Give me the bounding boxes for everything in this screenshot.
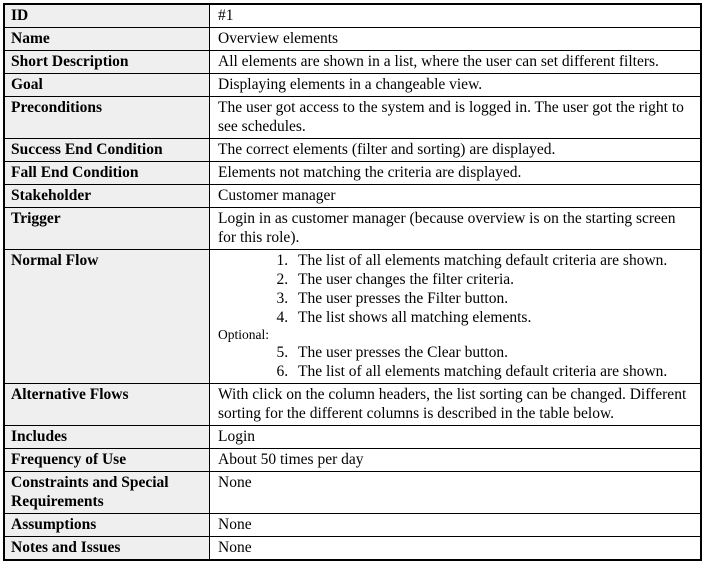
table-row-alternative-flows: [4, 384, 701, 426]
use-case-table: [3, 3, 702, 561]
row-value: Displaying elements in a changeable view.: [210, 74, 702, 97]
row-label: Preconditions: [4, 97, 210, 139]
row-label: Stakeholder: [4, 185, 210, 208]
flow-step: 2. The user changes the filter criteria.: [292, 270, 694, 289]
row-label: Assumptions: [4, 514, 210, 537]
table-row-normal-flow: [4, 250, 701, 384]
row-value: None: [210, 537, 702, 561]
row-label: Name: [4, 28, 210, 51]
row-value: #1: [210, 4, 702, 28]
table-row-fall-end-condition: [4, 162, 701, 185]
row-value: None: [210, 514, 702, 537]
normal-flow-optional-steps: [218, 343, 694, 381]
table-row-frequency-of-use: [4, 449, 701, 472]
row-value: Overview elements: [210, 28, 702, 51]
table-row-name: [4, 28, 701, 51]
flow-step: 3. The user presses the Filter button.: [292, 289, 694, 308]
table-row-trigger: [4, 208, 701, 250]
table-row-preconditions: [4, 97, 701, 139]
row-label: Trigger: [4, 208, 210, 250]
table-row-goal: [4, 74, 701, 97]
row-label: Fall End Condition: [4, 162, 210, 185]
optional-section-label: Optional:: [218, 327, 269, 342]
table-row-includes: [4, 426, 701, 449]
row-label: Normal Flow: [4, 250, 210, 384]
row-value: All elements are shown in a list, where the user can set different filters.: [210, 51, 702, 74]
table-row-constraints: [4, 472, 701, 514]
row-label: Goal: [4, 74, 210, 97]
row-label: Alternative Flows: [4, 384, 210, 426]
row-value: Login: [210, 426, 702, 449]
row-value: Elements not matching the criteria are displayed.: [210, 162, 702, 185]
flow-step: 4. The list shows all matching elements.: [292, 308, 694, 327]
row-value: Login in as customer manager (because overview is on the starting screen for this role).: [210, 208, 702, 250]
flow-step: 5. The user presses the Clear button.: [292, 343, 694, 362]
table-row-short-description: [4, 51, 701, 74]
row-value: [210, 250, 702, 384]
row-label: ID: [4, 4, 210, 28]
flow-step: 6. The list of all elements matching default criteria are shown.: [292, 362, 694, 381]
row-value: None: [210, 472, 702, 514]
row-value: About 50 times per day: [210, 449, 702, 472]
row-label: Notes and Issues: [4, 537, 210, 561]
table-row-notes-and-issues: [4, 537, 701, 561]
flow-step: 1. The list of all elements matching default criteria are shown.: [292, 251, 694, 270]
row-label: Constraints and Special Requirements: [4, 472, 210, 514]
row-label: Short Description: [4, 51, 210, 74]
normal-flow-main-steps: [218, 251, 694, 327]
row-value: The user got access to the system and is logged in. The user got the right to see schedules.: [210, 97, 702, 139]
row-label: Success End Condition: [4, 139, 210, 162]
row-label: Includes: [4, 426, 210, 449]
row-label: Frequency of Use: [4, 449, 210, 472]
table-row-stakeholder: [4, 185, 701, 208]
row-value: With click on the column headers, the list sorting can be changed. Different sorting for the different columns is described in the table below.: [210, 384, 702, 426]
row-value: The correct elements (filter and sorting) are displayed.: [210, 139, 702, 162]
table-row-success-end-condition: [4, 139, 701, 162]
row-value: Customer manager: [210, 185, 702, 208]
table-row-id: [4, 4, 701, 28]
table-row-assumptions: [4, 514, 701, 537]
